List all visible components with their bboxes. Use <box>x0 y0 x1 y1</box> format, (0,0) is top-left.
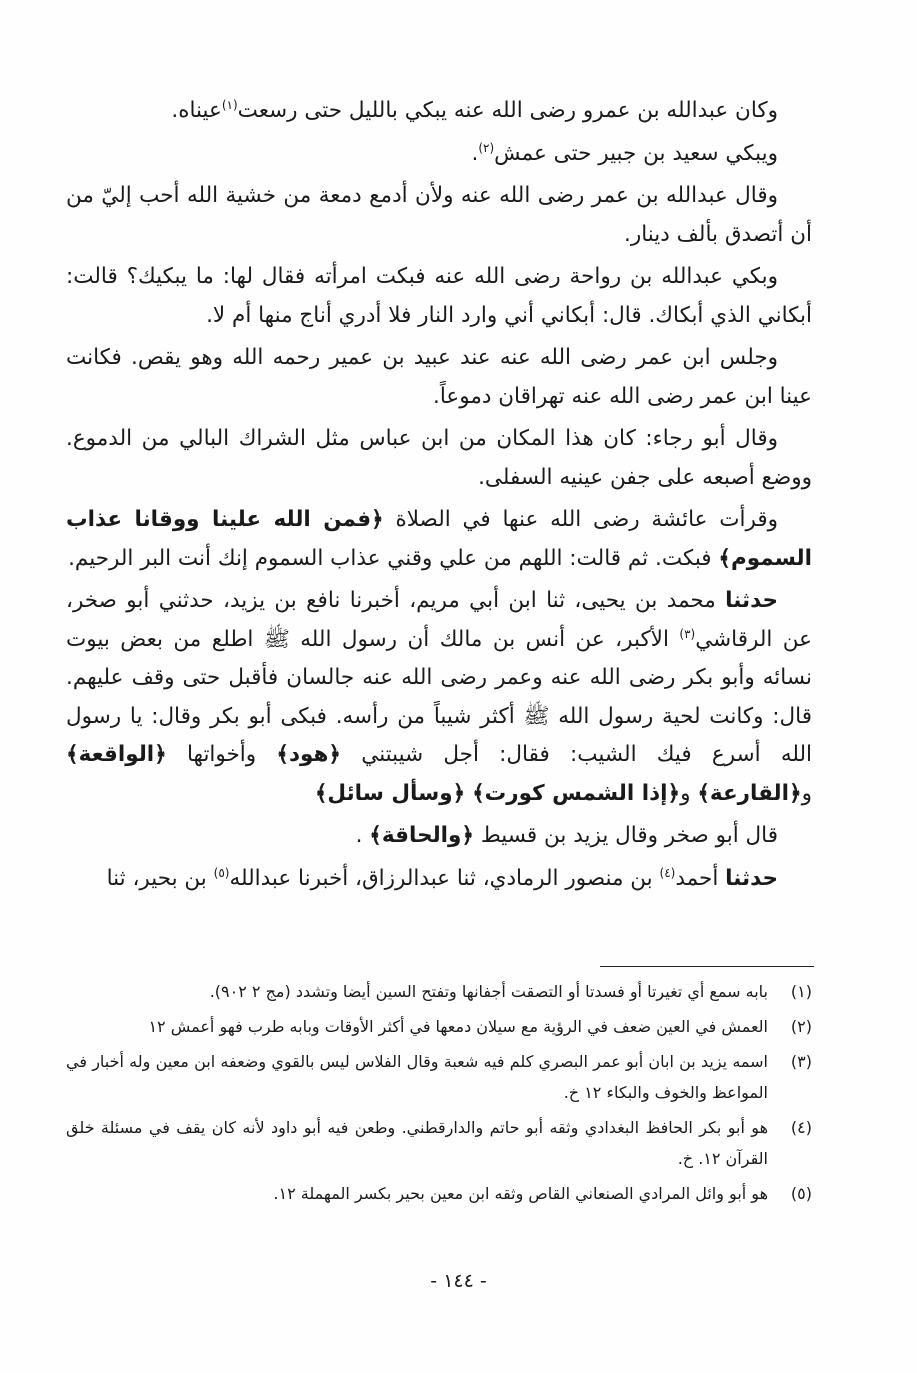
footnote-text: بابه سمع أي تغيرتا أو فسدتا أو التصقت أجفانها وتفتح السين أيضا وتشدد (مج ٢ ٩٠٢). <box>209 982 768 1001</box>
paragraph-aisha: وقرأت عائشة رضى الله عنها في الصلاة ﴿فمن الله علينا ووقانا عذاب السموم﴾ فبكت. ثم قالت: اللهم من علي وقني عذاب السموم إنك أنت البر الرحيم. <box>66 507 812 571</box>
main-text <box>66 92 812 902</box>
footnote-text: اسمه يزيد بن ابان أبو عمر البصري كلم فيه شعبة وقال الفلاس ليس بالقوي وضعفه ابن معين وله أخبار في المواعظ والخوف والبكاء ١٢ خ. <box>66 1052 768 1102</box>
footnote-ref-2[interactable]: (٢) <box>478 140 495 155</box>
surah-qaria: ﴿القارعة﴾ <box>697 780 802 806</box>
surah-maarij: ﴿وسأل سائل﴾ <box>314 780 466 806</box>
surah-takwir: ﴿إذا الشمس كورت﴾ <box>472 780 681 806</box>
footnote-4 <box>66 1112 812 1174</box>
surah-hud: ﴿هود﴾ <box>276 742 342 767</box>
footnote-1 <box>66 976 812 1007</box>
footnote-2 <box>66 1011 812 1042</box>
paragraph-hadith-ahmad: حدثنا أحمد$^{(٤)}$ بن منصور الرمادي، ثنا عبدالرزاق، أخبرنا عبدالله$^{(٥)}$ بن بحير، ثنا <box>106 865 778 891</box>
footnote-number: (٣) <box>790 1052 812 1071</box>
surah-waqia: ﴿الواقعة﴾ <box>66 742 167 767</box>
footnote-text: العمش في العين ضعف في الرؤية مع سيلان دمعها في أكثر الأوقات وبابه طرب فهو أعمش ١٢ <box>148 1017 768 1036</box>
paragraph-ibn-rawaha: وبكي عبدالله بن رواحة رضى الله عنه فبكت امرأته فقال لها: ما يبكيك؟ قالت: أبكاني الذي أبكاك. قال: أبكاني أني وارد النار فلا أدري أناج منها أم لا. <box>66 264 812 328</box>
footnote-text: هو أبو بكر الحافظ البغدادي وثقه أبو حاتم والدارقطني. وطعن فيه أبو داود لأنه كان يقف في مسئلة خلق القرآن ١٢. خ. <box>66 1118 768 1168</box>
footnote-ref-1[interactable]: (١) <box>221 97 238 112</box>
hadith-lead: حدثنا <box>725 865 778 891</box>
paragraph-abdullah-ibn-umar: وقال عبدالله بن عمر رضى الله عنه ولأن أدمع دمعة من خشية الله أحب إليّ من أن أتصدق بألف دينار. <box>66 183 812 247</box>
page-number: - ١٤٤ - <box>430 1270 487 1292</box>
quran-verse: ﴿فمن الله علينا ووقانا عذاب السموم﴾ <box>66 507 812 571</box>
footnote-number: (١) <box>790 982 812 1001</box>
paragraph-hadith-anas: حدثنا محمد بن يحيى، ثنا ابن أبي مريم، أخبرنا نافع بن يزيد، حدثني أبو صخر، عن الرقاشي$^{(٣)}$ الأكبر، عن أنس بن مالك أن رسول الله ﷺ اطلع من بعض بيوت نسائه وأبو بكر رضى الله عنه وعمر رضى الله عنه جالسان فأقبل حتى وقف عليهم. قال: وكانت لحية رسول الله ﷺ أكثر شيباً من رأسه. فبكى أبو بكر وقال: يا رسول الله أسرع فيك الشيب: فقال: أجل شيبتني ﴿هود﴾ وأخواتها ﴿الواقعة﴾ و﴿القارعة﴾ و﴿إذا الشمس كورت﴾ ﴿وسأل سائل﴾ <box>66 588 813 806</box>
footnote-5 <box>66 1178 812 1209</box>
footnotes <box>66 976 812 1213</box>
paragraph-abdullah-ibn-amr: وكان عبدالله بن عمرو رضى الله عنه يبكي بالليل حتى رسعت$^{(١)}$عيناه. <box>171 97 778 123</box>
paragraph-abu-sakhr: قال أبو صخر وقال يزيد بن قسيط ﴿والحاقة﴾ . <box>355 823 778 848</box>
footnote-divider <box>600 966 814 967</box>
footnote-3 <box>66 1046 812 1108</box>
hadith-lead: حدثنا <box>725 588 778 613</box>
footnote-ref-5[interactable]: (٥) <box>213 865 230 880</box>
footnote-text: هو أبو وائل المرادي الصنعاني القاص وثقه ابن معين بحير بكسر المهملة ١٢. <box>273 1184 768 1203</box>
footnote-ref-3[interactable]: (٣) <box>679 626 696 641</box>
surah-haqqa: ﴿والحاقة﴾ <box>369 823 474 848</box>
footnote-number: (٤) <box>790 1118 812 1137</box>
paragraph-abu-raja: وقال أبو رجاء: كان هذا المكان من ابن عباس مثل الشراك البالي من الدموع. ووضع أصبعه على جفن عينيه السفلى. <box>66 426 812 490</box>
footnote-number: (٢) <box>790 1017 812 1036</box>
paragraph-said-ibn-jubayr: ويبكي سعيد بن جبير حتى عمش$^{(٢)}$. <box>471 140 778 166</box>
footnote-number: (٥) <box>790 1184 812 1203</box>
paragraph-ibn-umar-weeping: وجلس ابن عمر رضى الله عنه عند عبيد بن عمير رحمه الله وهو يقص. فكانت عينا ابن عمر رضى الله عنه تهراقان دموعاً. <box>66 345 812 409</box>
footnote-ref-4[interactable]: (٤) <box>659 865 676 880</box>
